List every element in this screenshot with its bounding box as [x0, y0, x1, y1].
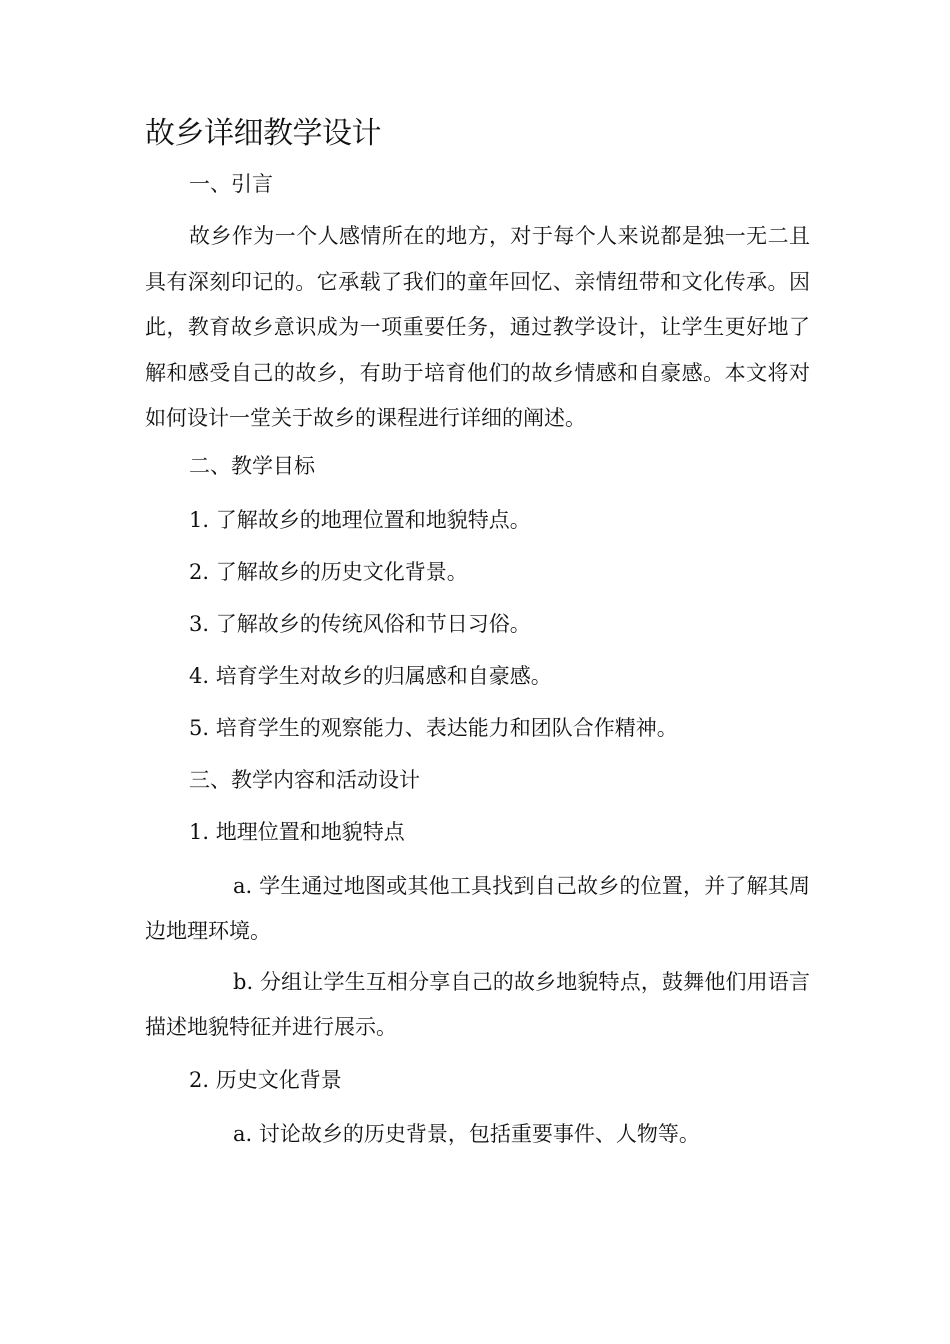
goal-item: 3. 了解故乡的传统风俗和节日习俗。	[189, 612, 531, 636]
section-heading-intro: 一、引言	[189, 172, 273, 196]
content-activity: a. 学生通过地图或其他工具找到自己故乡的位置，并了解其周边地理环境。	[145, 874, 810, 943]
content-activity: b. 分组让学生互相分享自己的故乡地貌特点，鼓舞他们用语言描述地貌特征并进行展示。	[145, 970, 810, 1039]
goal-item: 2. 了解故乡的历史文化背景。	[189, 560, 468, 584]
intro-paragraph: 故乡作为一个人感情所在的地方，对于每个人来说都是独一无二且具有深刻印记的。它承载了我们的童年回忆、亲情纽带和文化传承。因此，教育故乡意识成为一项重要任务，通过教学设计，让学生更好地了解和感受自己的故乡，有助于培育他们的故乡情感和自豪感。本文将对如何设计一堂关于故乡的课程进行详细的阐述。	[145, 224, 810, 430]
goal-item: 1. 了解故乡的地理位置和地貌特点。	[189, 508, 531, 532]
document-title: 故乡详细教学设计	[145, 116, 381, 151]
content-subheading: 2. 历史文化背景	[189, 1068, 342, 1092]
goal-item: 4. 培育学生对故乡的归属感和自豪感。	[189, 664, 552, 688]
goal-item: 5. 培育学生的观察能力、表达能力和团队合作精神。	[189, 716, 678, 740]
content-activity: a. 讨论故乡的历史背景，包括重要事件、人物等。	[233, 1122, 700, 1146]
section-heading-goals: 二、教学目标	[189, 454, 315, 478]
content-subheading: 1. 地理位置和地貌特点	[189, 820, 405, 844]
section-heading-content: 三、教学内容和活动设计	[189, 768, 420, 792]
